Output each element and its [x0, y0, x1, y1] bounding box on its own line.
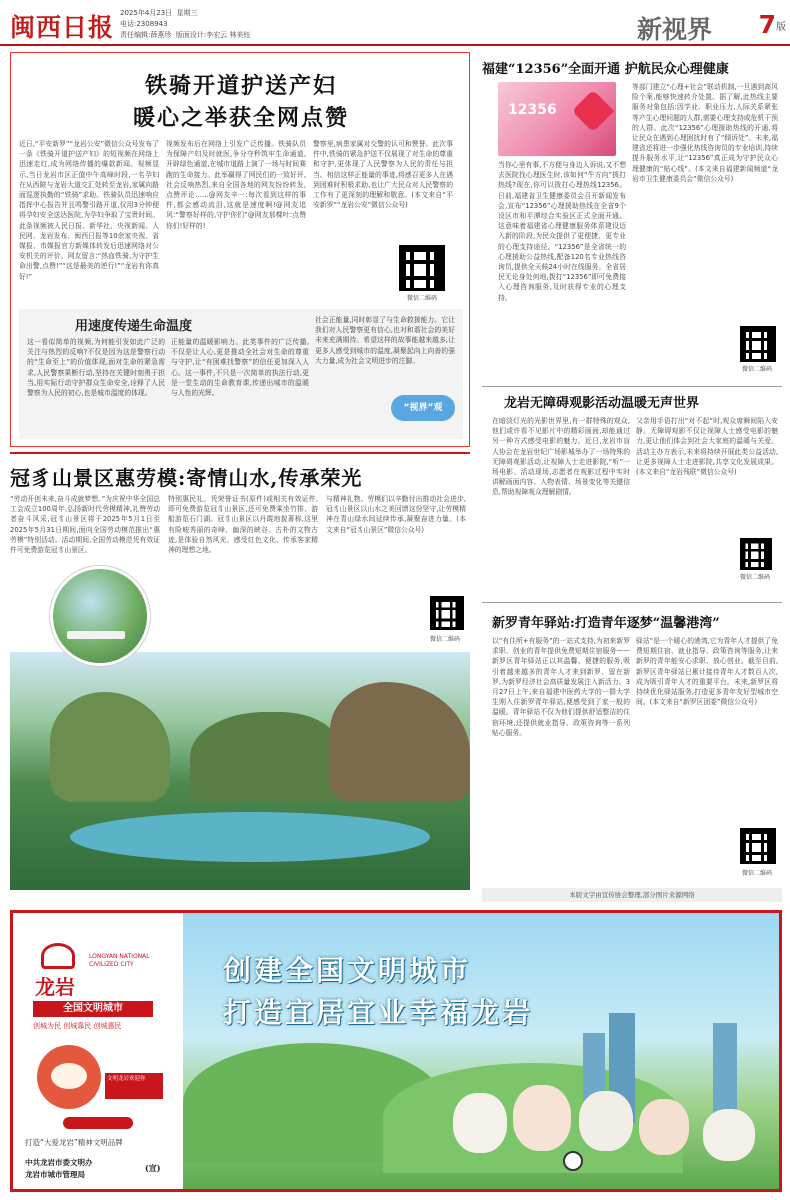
- article-title: 龙岩无障碍观影活动温暖无声世界: [504, 396, 700, 411]
- ad-ribbon: [63, 1117, 133, 1129]
- article-body-col1: 在暗淡灯光的光影世界里,有一群特殊的观众,他们或许看不见影片中的精彩画面,却能通过另一种方式感受电影的魅力。近日,龙岩市盲人协会在龙岩世纪广场影城举办了一场特殊的无障碍观影活动,让视障人士走进影院,“听”一场电影。活动现场,志愿者在观影过程中实时讲解画面内容、人物表情、场景变化等关键信息,帮助视障观众理解剧情。: [492, 417, 630, 497]
- sponsor-1: 中共龙岩市委文明办: [25, 1158, 93, 1167]
- ad-logo-english: LONGYAN NATIONAL CIVILIZED CITY: [89, 953, 150, 968]
- qr-code: [430, 596, 464, 630]
- article-body-col2: 特别惠民礼。凭荣誉证书(原件)或相关有效证件,即可免费游览冠豸山景区,还可免费乘坐竹排、游船游览石门湖。冠豸山景区以丹霞地貌著称,这里有险峻秀丽的奇峰、幽深的峡谷、古朴的文物古迹,是体验自然风光、感受红色文化、传承客家精神的理想之地。: [168, 495, 318, 555]
- cliff-shape: [330, 682, 470, 802]
- article-body-col1: 当你心里有事,不方便与身边人诉说,又不想去医院找心理医生时,该如何“牛方向”拨打热线?现在,你可以拨打心理热线12356。日前,福建省卫生健康委员会召开新闻发布会,宣布“12356”心理援助热线在全省9个设区市和平潭综合实验区正式全面开通。这意味着福建省心理健康服务体系建设迈入新的阶段,为民众提供了更便捷、更专业的心理支持途径。“12356”是全省统一的心理援助公益热线,配备120名专业热线咨询员,提供全天候24小时在线服务。全省居民无论身处何地,拨打“12356”即可免费接入心理咨询服务,及时获得专业的心理支持。: [498, 161, 626, 302]
- ad-headline-2: 打造宜居宜业幸福龙岩: [223, 996, 534, 1029]
- issue-date: [120, 8, 198, 18]
- building-shape: [713, 1023, 737, 1123]
- editor-text: 责任编辑:薛燕珍: [120, 31, 172, 39]
- mascot-sign-box: [105, 1073, 163, 1099]
- hotline-illustration: [498, 82, 616, 156]
- qr-caption: 微信二维码: [406, 295, 437, 302]
- lake-shape: [70, 812, 430, 862]
- column-tag-badge: “视界”观: [391, 395, 455, 421]
- article-body-col2: 驿站”是一个暖心的港湾,它为青年人才提供了免费短期住宿、就业指导、政策咨询等服务,让来新罗的青年能安心求职、放心创业。截至目前,新罗区青年驿站已累计接待青年人才数百人次,成为吸引青年人才的重要平台。未来,新罗区将持续优化驿站服务,打造更多青年友好型城市空间。(本文来自“新罗区团委”微信公众号): [636, 637, 778, 707]
- landscape-photo: [10, 652, 470, 890]
- article-title-line2: 暖心之举获全网点赞: [132, 105, 349, 131]
- section-title: 新视界: [636, 15, 712, 44]
- ad-headline-1: 创建全国文明城市: [223, 954, 472, 987]
- article-hotline: [482, 52, 782, 382]
- article-body-col3: 与精神礼物。劳模们以辛勤付出推动社会进步,冠豸山景区以山水之美回馈这份坚守,让劳模精神在青山绿水间延续传承,凝聚奋进力量。(本文来自“冠豸山景区”微信公众号): [326, 495, 466, 534]
- article-title-line1: 铁骑开道护送产妇: [144, 73, 337, 99]
- commentary-box: [19, 309, 463, 439]
- article-youth-station: [482, 606, 782, 882]
- proof-text: 林美钰: [229, 31, 251, 39]
- ad-logo-text: 龙岩: [35, 975, 75, 999]
- mascot-figure: [639, 1099, 689, 1155]
- article-body-col1: 近日,“平安新罗”“龙岩公安”微信公众号发布了一条《铁骑开道护送产妇》的短视频在网络上迅速走红,成为网络传播的爆款新闻。视频显示,当日龙岩市区正值中午高峰时段,一名孕妇在从西陂与龙岩大道交汇处转至龙岩,家属向路面巡逻执勤的“铁骑”求助。铁骑队员迅速响应指挥中心报告并且鸣警引路开道,仅用3分钟便将孕妇安全送达医院,为孕妇争取了宝贵时间。此条视频被人民日报、新华社、央视新闻、人民网、龙岩发布、闽西日报等10余家央视、省媒报、市媒报官方新媒体转发后迅速网络对公安机关的评价。网友留言:“热血铁骑,为守护生命出警,点赞!”“这是最美的逆行!”“龙岩有你真好!”: [19, 140, 159, 281]
- footer-note: 本版文字由宣传协会整理,部分图片来源网络: [482, 888, 782, 902]
- qr-caption: 微信二维码: [741, 366, 772, 373]
- phone-text: 电话:2308943: [120, 20, 168, 28]
- mountain-shape: [50, 692, 170, 802]
- article-barrier-free: [482, 390, 782, 590]
- qr-caption: 微信二维码: [741, 870, 772, 877]
- date-text: 2025年4月23日: [120, 9, 173, 17]
- article-guanzhi: [10, 452, 470, 890]
- heart-icon: [572, 90, 614, 132]
- boat-shape: [67, 631, 125, 639]
- mascot-figure: [703, 1109, 755, 1161]
- civilized-city-ad: [10, 910, 782, 1192]
- ad-tagline: 打造“大爱龙岩”精神文明品牌: [25, 1138, 123, 1147]
- article-body-col1: 以“有住所+有服务”的一站式支持,为初来新罗求职、创业的青年提供免费短期住宿服务——新罗区青年驿站正以其温馨、便捷的服务,吸引着越来越多的青年人才来到新罗、留在新罗,为新罗经济社会高质量发展注入新活力。3月27日上午,来自福建中医药大学的一群大学生刚入住新罗青年驿站,便感受到了家一般的温暖。青年驿站不仅为他们提供舒适整洁的住宿环境,还提供就业指导、政策咨询等一系列贴心服务。: [492, 637, 630, 737]
- commentary-body-col1: 这一看似简单的视频,为何能引发如此广泛的关注与热烈的反响?不仅是因为这是警察行动的“生命至上”的价值体现,面对生命的紧急需求,人民警察果断行动,坚持在关键时刻勇于担当,用实际行动守护群众生命安全,诠释了人民警察为人民的初心,也是城市温度的体现。: [27, 338, 165, 398]
- sponsor-2: 龙岩市城市管理局: [25, 1170, 85, 1179]
- page-header: [0, 0, 790, 46]
- weekday-text: 星期三: [176, 9, 198, 17]
- city-logo-icon: [41, 943, 75, 969]
- ad-left-panel: [13, 913, 183, 1189]
- masthead-logo: 闽西日报: [10, 13, 115, 42]
- mascot-figure: [579, 1091, 633, 1151]
- mascot-face: [51, 1063, 87, 1089]
- hotline-number-graphic: 12356: [508, 102, 557, 118]
- article-body-col2: 等部门建立“心理+社会”联动机制,一旦遇到高风险个案,能够快速转介处置。据了解,此热线主要服务对象包括:因学业、职业压力,人际关系紧张等产生心理问题的人群,需要心理支持或危机干预的人群。此次“12356”心理援助热线的开通,将让民众在遇到心理困扰时有了“倾诉处”。未来,福建省还将进一步强化热线咨询员的专业培训,持续提升服务水平,让“12356”真正成为守护民众心理健康的“贴心线”。(本文来自福建新闻频道“龙岩市卫生健康委员会”微信公众号): [632, 83, 778, 183]
- article-body-col3: 警察里,病患家属对交警的认可和赞誉。此次事件中,铁骑的紧急护送不仅展现了对生命的尊重和守护,更体现了人民警察为人民的责任与担当。相信这样正能量的事迹,将感召更多人在遇到困难时积极求助,也让广大民众对人民警察的工作有了更深刻的理解和敬意。(本文来自“平安新罗”“龙岩公安”微信公众号): [313, 140, 453, 210]
- ad-scenic-panel: [183, 913, 779, 1189]
- qr-caption: 微信二维码: [429, 636, 460, 643]
- mascot-figure: [37, 1045, 101, 1109]
- article-title: 新罗青年驿站:打造青年逐梦“温馨港湾”: [492, 616, 720, 631]
- qr-code: [740, 538, 772, 570]
- article-escort: [10, 52, 470, 447]
- article-title: 福建“12356”全面开通 护航民众心理健康: [482, 62, 729, 77]
- article-body-col2: 父亲用手语打出“对不起”时,观众席瞬间陷入安静。无障碍观影不仅让视障人士感受电影的魅力,更让他们体会到社会大家庭的温暖与关爱。活动主办方表示,未来将持续开展此类公益活动,让更多视障人士走进影院,共享文化发展成果。(本文来自“龙岩残联”微信公众号): [636, 417, 778, 477]
- page-number: 7: [758, 10, 776, 39]
- commentary-title: 用速度传递生命温度: [75, 319, 193, 334]
- commentary-body-col2: 正能量的温暖影响力。此类事件的广泛传播,不仅是让人心,更是推动全社会对生命的尊重与守护,让“有困难找警察”的信任更加深入人心。这一事件,不只是一次简单的执法行动,更是一堂生动的生命教育课,传递出城市的温暖与人性的光辉。: [171, 338, 309, 398]
- ad-slogan-small: 创城为民 创城靠民 创城惠民: [33, 1022, 122, 1030]
- soccer-ball-icon: [563, 1151, 583, 1171]
- mascot-figure: [453, 1093, 507, 1153]
- design-text: 版面设计:李宏云: [175, 31, 228, 39]
- mascot-sign-text: 文明龙岩欢迎你: [107, 1076, 146, 1082]
- inset-photo: [50, 566, 150, 666]
- editor-line: [120, 30, 250, 40]
- divider: [482, 602, 782, 603]
- page-suffix: 版: [776, 22, 786, 33]
- qr-code: [740, 828, 776, 864]
- commentary-body-col3: 社会正能量,同时彰显了与生命救援能力。它让我们对人民警察更有信心,也对和谐社会的美好未来充满期待。希望这样的故事能越来越多,让更多人感受到城市的温度,凝聚起向上向善的强大力量,成为社会文明进步的注脚。: [315, 316, 455, 365]
- mountain-shape: [190, 712, 340, 802]
- qr-code: [740, 326, 776, 362]
- qr-code: [399, 245, 445, 291]
- mascot-figure: [513, 1085, 571, 1151]
- ad-badge: 全国文明城市: [33, 1001, 153, 1017]
- qr-caption: 微信二维码: [739, 574, 770, 581]
- article-title: 冠豸山景区惠劳模:寄情山水,传承荣光: [10, 466, 363, 490]
- article-body-col2: 视频发布后在网络上引发广泛传播。铁骑队员为保障产妇及时就医,争分夺秒筑牢生命通道,开辟绿色通道,在城市道路上演了一场与时间赛跑的生命接力。此举赢得了网民们的一致好评,社会反响热烈,来自全国各地的网友纷纷转发,点赞评论……@网友辛一:每次看到这样的事件,都会感动流泪,这就是速度啊!@网友追风:“警察好样的,守护你们”@网友那棵叶:点赞你们!好样的!: [166, 140, 306, 230]
- sponsor-suffix: (宣): [145, 1163, 161, 1173]
- article-body-col1: “劳动开创未来,奋斗成就梦想。”为庆祝中华全国总工会成立100周年,弘扬新时代劳模精神,礼赞劳动者奋斗风采,冠豸山景区将于2025年5月1日至2025年5月31日期间,面向全国劳动模范推出“惠劳模”特别活动。活动期间,全国劳动模范凭有效证件可免费游览冠豸山景区。: [10, 495, 160, 555]
- divider: [482, 386, 782, 387]
